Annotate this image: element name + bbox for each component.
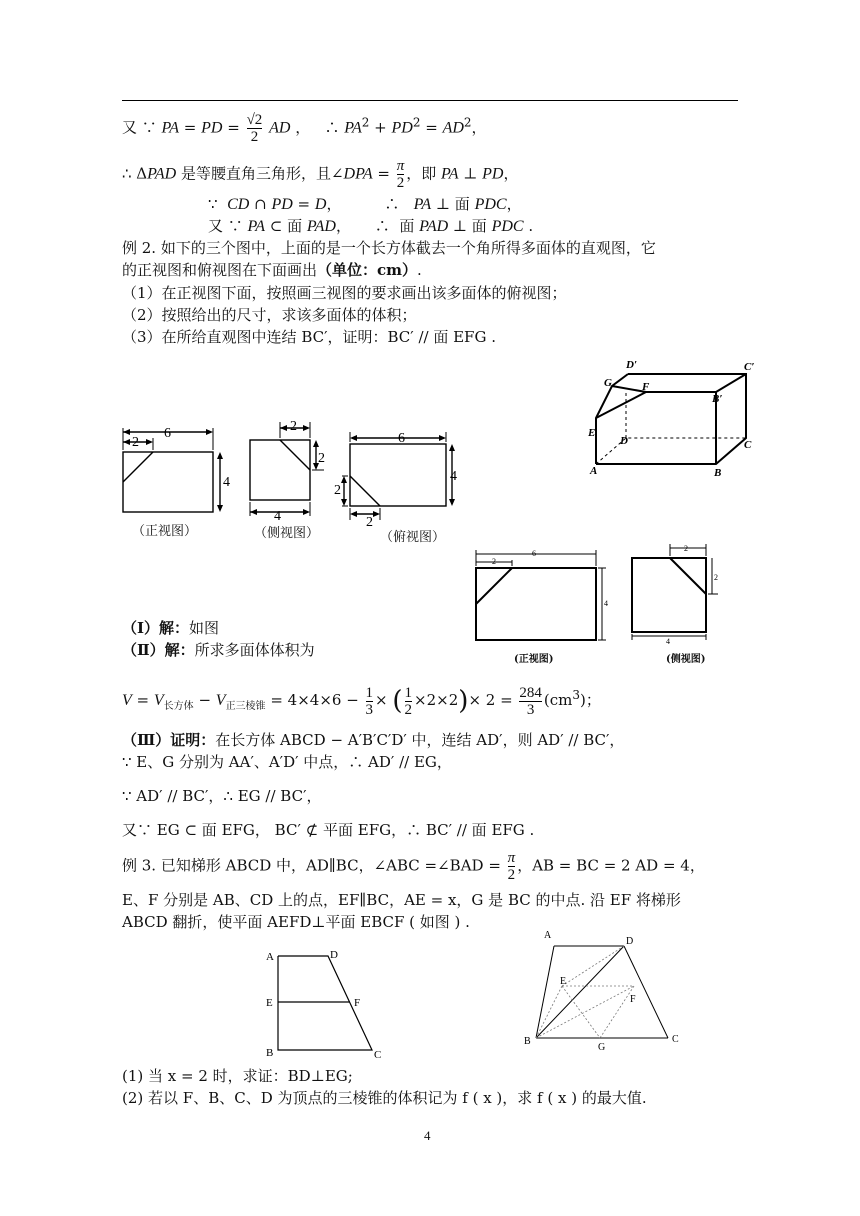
label-d: D [620,435,628,447]
folded-trapezoid-diagram [512,924,692,1054]
example-3-line-1: 例 3. 已知梯形 ABCD 中，AD∥BC，∠ABC =∠BAD = $\frac{\pi}{2}$ ，AB = BC = 2 AD = 4， [122,850,705,883]
caption-side-view: （侧视图） [254,526,320,541]
top-view-diagram [332,424,462,528]
label-e: E [588,427,596,439]
dim-2-answer-right: 2 [714,573,718,582]
answer-side-view [622,540,732,648]
dim-2-top: 2 [290,419,297,434]
proof-line-3: ∵ CD ∩ PD = D， ∴ PA ⊥ 面 PDC， [208,195,522,213]
example-3-question-2: (2) 若以 F、B、C、D 为顶点的三棱锥的体积记为 f ( x )，求 f ( x ) 的最大值. [122,1089,647,1107]
fold-label-e: E [560,976,567,987]
proof-3-line-4: 又∵ EG ⊂ 面 EFG， BC′ ⊄ 平面 EFG，∴ BC′ // 面 EFG . [122,821,535,839]
label-f: F [642,381,650,393]
solution-2: （Ⅱ）解：所求多面体体积为 [122,641,315,659]
dim-2: 2 [132,435,139,450]
caption-top-view: （俯视图） [380,530,446,545]
page-number: 4 [424,1128,431,1143]
trap-label-c: C [374,1049,382,1061]
cuboid-diagram [586,356,756,486]
proof-3-line-3: ∵ AD′ // BC′，∴ EG // BC′， [122,787,322,805]
dim-2-answer-top: 2 [684,544,688,553]
label-b-prime: B′ [712,393,723,405]
trap-label-a: A [266,951,274,963]
label-c-prime: C′ [744,361,755,373]
dim-4-bottom: 4 [274,509,281,522]
header-rule [122,100,738,101]
solution-1: （Ⅰ）解：如图 [122,619,220,637]
dim-2-left: 2 [334,483,341,498]
proof-line-2: ∴ ΔPAD 是等腰直角三角形，且∠DPA = $\frac{\pi}{2}$ ，即 PA ⊥ PD， [122,158,519,191]
question-3: （3）在所给直观图中连结 BC′，证明：BC′ // 面 EFG . [122,328,496,346]
dim-6-answer: 6 [532,549,536,558]
label-a: A [590,465,598,477]
example-2-line-1: 例 2. 如下的三个图中，上面的是一个长方体截去一个角所得多面体的直观图，它 [122,239,656,257]
front-view-diagram [118,422,236,524]
side-view-diagram [244,416,334,522]
caption-front-view: （正视图） [132,524,198,539]
fold-label-b: B [524,1036,531,1047]
dim-4-answer: 4 [604,599,608,608]
proof-3-line-1: （Ⅲ）证明：在长方体 ABCD − A′B′C′D′ 中，连结 AD′，则 AD′ // BC′， [122,731,625,749]
example-2-line-2: 的正视图和俯视图在下面画出（单位：cm）. [122,261,422,279]
example-3-line-3: ABCD 翻折，使平面 AEFD⊥平面 EBCF ( 如图 ) . [122,913,470,931]
dim-6-top: 6 [398,431,405,446]
label-d-prime: D′ [626,359,638,371]
trap-label-e: E [266,997,273,1009]
trap-label-f: F [354,997,361,1009]
volume-formula: $V = V_{长方体} - V_{正三棱锥} = 4\times 4\times 6$ − $\frac{1}{3}$ × ( $\frac{1}{2}$ ×2×2)× 2 = $\frac{284}{3}$ $(cm^3)$； [122,684,601,718]
trap-label-b: B [266,1047,274,1059]
trap-label-d: D [330,949,338,961]
dim-2-answer: 2 [492,557,496,566]
fold-label-f: F [630,994,636,1005]
answer-front-view [466,546,616,646]
label-g: G [604,377,612,389]
dim-4-right: 4 [450,469,457,484]
fold-label-d: D [626,936,634,947]
dim-2-bottom: 2 [366,515,373,528]
example-3-line-2: E、F 分别是 AB、CD 上的点，EF∥BC，AE = x，G 是 BC 的中点. 沿 EF 将梯形 [122,891,681,909]
fold-label-g: G [598,1042,606,1053]
trapezoid-diagram [262,946,392,1062]
dim-4: 4 [223,475,230,490]
example-3-question-1: (1) 当 x = 2 时，求证：BD⊥EG; [122,1067,353,1085]
proof-3-line-2: ∵ E、G 分别为 AA′、A′D′ 中点，∴ AD′ // EG， [122,753,452,771]
label-c: C [744,439,752,451]
question-2: （2）按照给出的尺寸，求该多面体的体积； [122,306,417,324]
dim-2-right: 2 [318,451,325,466]
dim-6: 6 [164,426,171,441]
proof-line-1: 又 ∵ PA = PD = $\frac{√2}{2}$ AD ， ∴ $PA^2 + PD^2 = AD^2$， [122,112,487,145]
fold-label-a: A [544,930,552,941]
fold-label-c: C [672,1034,679,1045]
label-b: B [714,467,722,479]
caption-side-view-answer: (侧视图) [666,654,706,665]
question-1: （1）在正视图下面，按照画三视图的要求画出该多面体的俯视图； [122,284,567,302]
caption-front-view-answer: (正视图) [514,654,554,665]
dim-4-answer-bottom: 4 [666,637,670,646]
proof-line-4: 又 ∵ PA ⊂ 面 PAD， ∴ 面 PAD ⊥ 面 PDC . [208,217,534,235]
